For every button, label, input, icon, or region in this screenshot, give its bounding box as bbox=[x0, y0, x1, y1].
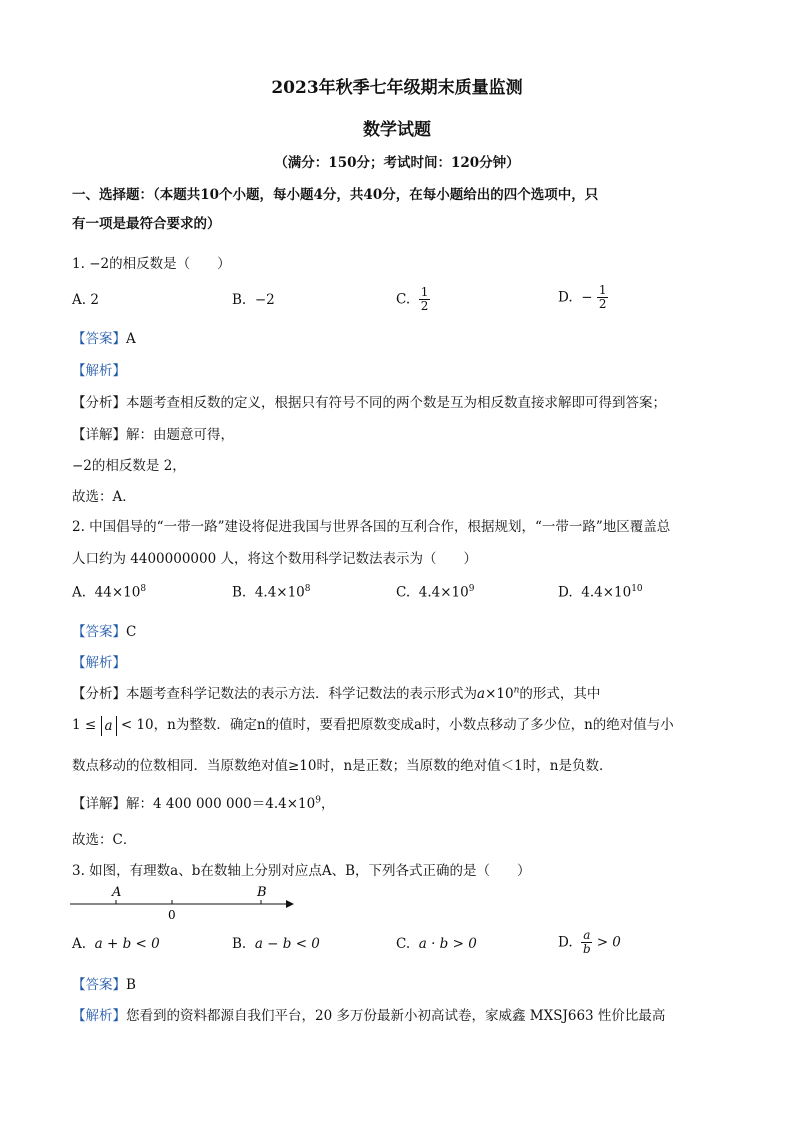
q3-stem: 3. 如图，有理数a、b在数轴上分别对应点A、B，下列各式正确的是（ ） bbox=[72, 863, 531, 879]
q1-choose: 故选：A． bbox=[72, 489, 136, 505]
section-heading-line1: 一、选择题：（本题共10个小题，每小题4分，共40分，在每小题给出的四个选项中，只 bbox=[72, 187, 599, 203]
fraction: $\frac{1}{2}$ bbox=[420, 285, 429, 313]
section-heading-line2: 有一项是最符合要求的） bbox=[72, 216, 221, 232]
promo-text: 您看到的资料都源自我们平台，20 多万份最新小初高试卷，家威鑫 MXSJ663 性价比最高 bbox=[126, 1008, 666, 1024]
question-text: 的相反数是（ ） bbox=[109, 256, 231, 272]
q1-solution-line: −2的相反数是 2， bbox=[72, 458, 186, 474]
q2-option-b: B. $4.4\times 10^8$ bbox=[232, 584, 311, 601]
q2-fenxi: 【分析】本题考查科学记数法的表示方法．科学记数法的表示形式为$a\times 10^n$的形式，其中 bbox=[72, 685, 601, 702]
arrow-right-icon bbox=[286, 900, 294, 908]
q1-xiangjie: 【详解】解：由题意可得， bbox=[72, 427, 234, 443]
q3-option-c: C. a · b > 0 bbox=[396, 936, 477, 952]
question-number: 1. bbox=[72, 256, 85, 272]
q1-option-b: B. −2 bbox=[232, 292, 275, 308]
exam-title: 2023年秋季七年级期末质量监测 bbox=[271, 78, 523, 98]
q2-xiangjie: 【详解】解：4 400 000 $000=4.4\times 10^9$， bbox=[72, 795, 335, 812]
q2-choose: 故选：C． bbox=[72, 832, 137, 848]
q1-fenxi: 【分析】本题考查相反数的定义，根据只有符号不同的两个数是互为相反数直接求解即可得到答案； bbox=[72, 395, 666, 411]
number-line-figure bbox=[68, 883, 300, 923]
question-expr: −2 bbox=[89, 256, 110, 272]
q1-answer: 【答案】A bbox=[72, 331, 136, 347]
q2-answer: 【答案】C bbox=[72, 624, 137, 640]
q3-answer: 【答案】B bbox=[72, 977, 136, 993]
q3-analysis: 【解析】您看到的资料都源自我们平台，20 多万份最新小初高试卷，家威鑫 MXSJ663 性价比最高 bbox=[72, 1008, 666, 1024]
point-label-a: A bbox=[112, 885, 122, 900]
q2-analysis-tag: 【解析】 bbox=[72, 655, 126, 671]
q1-analysis-tag: 【解析】 bbox=[72, 363, 126, 379]
q2-stem-line2: 人口约为 4400000000 人，将这个数用科学记数法表示为（ ） bbox=[72, 551, 477, 567]
exam-subtitle: 数学试题 bbox=[363, 120, 431, 140]
q3-option-b: B. a − b < 0 bbox=[232, 936, 320, 952]
q2-rule-line: 数点移动的位数相同．当原数绝对值≥10时，n是正数；当原数的绝对值＜1时，n是负数． bbox=[72, 758, 613, 774]
point-label-b: B bbox=[257, 885, 267, 900]
q1-option-c: C. $\frac{1}{2}$ bbox=[396, 285, 429, 313]
fraction: $\frac{1}{2}$ bbox=[598, 283, 607, 311]
q2-option-c: C. $4.4\times 10^9$ bbox=[396, 584, 475, 601]
q3-option-a: A. a + b < 0 bbox=[72, 936, 160, 952]
q2-option-a: A. $44\times 10^8$ bbox=[72, 584, 147, 601]
q1-option-a: A. 2 bbox=[72, 292, 99, 308]
origin-label: 0 bbox=[168, 908, 176, 922]
q2-condition-line: 1 ≤ a < 10，n为整数．确定n的值时，要看把原数变成a时，小数点移动了多少位，n的绝对值与小 bbox=[72, 717, 674, 734]
fraction: $\frac{a}{b}$ bbox=[582, 928, 591, 956]
question-1-stem bbox=[72, 252, 231, 272]
q3-option-d: D. $\frac{a}{b}$ > 0 bbox=[558, 928, 621, 956]
q2-option-d: D. $4.4\times 10^{10}$ bbox=[558, 584, 643, 601]
q1-option-d: D. − $\frac{1}{2}$ bbox=[558, 283, 607, 311]
q2-stem-line1: 2. 中国倡导的“一带一路”建设将促进我国与世界各国的互利合作，根据规划，“一带一路”地区覆盖总 bbox=[72, 519, 671, 535]
exam-info: （满分：150分；考试时间：120分钟） bbox=[274, 155, 520, 171]
